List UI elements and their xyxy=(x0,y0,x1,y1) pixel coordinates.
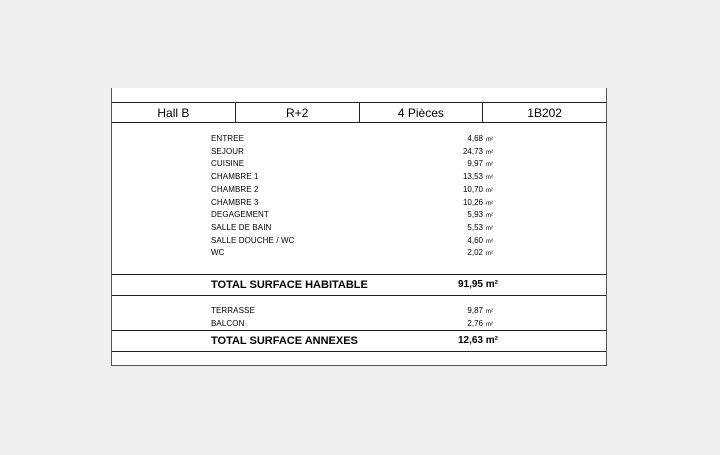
room-area-number: 4,60 xyxy=(467,235,483,245)
room-area xyxy=(467,306,493,315)
surface-row xyxy=(112,170,606,183)
area-unit: m² xyxy=(486,321,493,328)
lot-cell: 1B202 xyxy=(527,105,562,120)
room-area-number: 4,68 xyxy=(467,134,483,143)
room-area-number: 9,87 xyxy=(467,306,483,315)
room-name: WC xyxy=(211,248,225,258)
surface-row xyxy=(112,208,606,221)
room-name: SEJOUR xyxy=(211,146,245,156)
room-area xyxy=(463,147,493,156)
room-area xyxy=(467,319,493,328)
room-area-number: 2,02 xyxy=(467,248,483,258)
room-area xyxy=(463,172,493,181)
surface-row xyxy=(112,183,606,196)
header-row xyxy=(112,102,606,123)
surface-row xyxy=(112,157,606,170)
surface-row xyxy=(112,145,606,158)
area-unit: m² xyxy=(486,187,493,194)
room-name: CHAMBRE 1 xyxy=(211,172,259,182)
hall-cell: Hall B xyxy=(112,103,236,122)
room-name: BALCON xyxy=(211,318,245,328)
room-area xyxy=(467,159,493,168)
area-unit: m² xyxy=(486,200,493,207)
room-area xyxy=(467,248,493,257)
room-area-number: 5,53 xyxy=(467,222,483,232)
area-unit: m² xyxy=(486,137,493,143)
room-name: TERRASSE xyxy=(211,306,255,315)
room-name: SALLE DE BAIN xyxy=(211,222,272,232)
area-unit: m² xyxy=(486,213,493,220)
room-area xyxy=(467,223,493,232)
total-habitable-label: TOTAL SURFACE HABITABLE xyxy=(211,279,368,291)
area-unit: m² xyxy=(486,251,493,258)
surface-row xyxy=(112,246,606,259)
total-annexes-value: 12,63 m² xyxy=(457,335,498,346)
room-area xyxy=(467,134,493,143)
surface-row xyxy=(112,304,606,317)
room-area-number: 2,76 xyxy=(467,318,483,328)
room-name: CHAMBRE 3 xyxy=(211,197,259,207)
total-habitable-row xyxy=(112,274,606,296)
room-name: SALLE DOUCHE / WC xyxy=(211,235,295,245)
room-area xyxy=(467,236,493,245)
surface-row xyxy=(112,234,606,247)
total-annexes-label: TOTAL SURFACE ANNEXES xyxy=(211,335,358,347)
room-name: DEGAGEMENT xyxy=(211,210,269,220)
room-area-number: 10,70 xyxy=(462,184,483,194)
room-area xyxy=(463,198,493,207)
area-unit: m² xyxy=(486,162,493,169)
area-unit: m² xyxy=(486,175,493,182)
room-name: CUISINE xyxy=(211,159,245,169)
room-area-number: 10,26 xyxy=(462,197,483,207)
surface-row xyxy=(112,132,606,145)
area-unit: m² xyxy=(486,238,493,245)
surface-row xyxy=(112,196,606,209)
room-name: CHAMBRE 2 xyxy=(211,184,259,194)
surface-sheet xyxy=(111,88,607,366)
floor-cell: R+2 xyxy=(236,103,360,122)
room-area-number: 13,53 xyxy=(462,172,483,182)
room-name: ENTREE xyxy=(211,134,245,143)
room-area-number: 5,93 xyxy=(467,210,483,220)
total-habitable-value: 91,95 m² xyxy=(457,279,498,290)
room-area xyxy=(463,185,493,194)
surface-row xyxy=(112,317,606,330)
room-area-number: 24,73 xyxy=(462,146,483,156)
area-unit: m² xyxy=(486,309,493,315)
area-unit: m² xyxy=(486,149,493,156)
area-unit: m² xyxy=(486,225,493,232)
room-area xyxy=(467,210,493,219)
surface-row xyxy=(112,221,606,234)
rooms-cell: 4 Pièces xyxy=(360,103,484,122)
total-annexes-row xyxy=(112,330,606,352)
room-area-number: 9,97 xyxy=(467,159,483,169)
